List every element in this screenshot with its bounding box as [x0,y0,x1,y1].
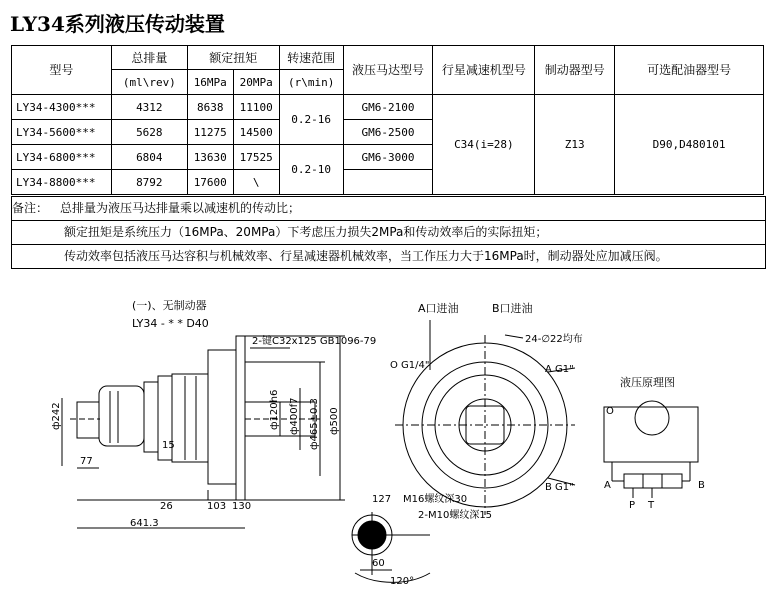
table-row [12,95,764,120]
cell-torque-20: 17525 [233,145,279,170]
header-motor: 液压马达型号 [343,46,433,95]
note-text: 额定扭矩是系统压力（16MPa、20MPa）下考虑压力损失2MPa和传动效率后的实际扭矩； [64,225,548,239]
schematic-a: A [604,480,611,491]
header-torque: 额定扭矩 [187,46,279,70]
dim-127: 127 [372,494,392,505]
header-oil: 可选配油器型号 [615,46,764,95]
holes-note: 24-∅22均布 [525,334,583,345]
note-text: 传动效率包括液压马达容积与机械效率、行星减速器机械效率，当工作压力大于16MPa时，制动器处应加减压阀。 [64,249,668,263]
schematic-b: B [698,480,705,491]
cell-torque-16: 11275 [187,120,233,145]
dim-d120: ф120h6 [269,389,280,430]
cell-displacement: 8792 [111,170,187,195]
technical-drawing [0,290,775,599]
cell-speed-b: 0.2-10 [279,145,343,195]
dim-15: 15 [162,440,175,451]
cell-brake: Z13 [535,95,615,195]
header-model: 型号 [12,46,112,95]
motor-symbol [635,401,669,435]
motor-flange [144,382,158,452]
cell-model: LY34-6800*** [12,145,112,170]
motor-body [99,386,144,446]
motor-cap [77,402,99,438]
cell-torque-20: \ [233,170,279,195]
notes-box [11,196,766,269]
header-speed: 转速范围 [279,46,343,70]
key-note: 2-键C32x125 GB1096-79 [252,336,377,347]
dim-d242: ф242 [51,402,62,430]
spec-table [11,45,764,195]
cell-torque-20: 11100 [233,95,279,120]
cell-speed-a: 0.2-16 [279,95,343,145]
mount-flange [236,336,245,500]
port-o-label: O G1/4" [390,360,430,371]
note-line-2 [12,220,765,244]
cell-torque-16: 8638 [187,95,233,120]
valve-symbol [624,474,682,488]
header-displacement: 总排量 [111,46,187,70]
dim-103: 103 [207,501,227,512]
port-a-label: A G1" [545,364,574,375]
cell-displacement: 4312 [111,95,187,120]
cell-torque-16: 13630 [187,145,233,170]
schematic-t: T [648,500,655,511]
note-line-3 [12,244,765,268]
page-title: LY34系列液压传动装置 [10,12,225,36]
cell-motor: GM6-2500 [343,120,433,145]
header-displacement-unit: (ml\rev) [111,70,187,95]
header-torque-20: 20MPa [233,70,279,95]
cell-motor: GM6-2100 [343,95,433,120]
reducer-mount [208,350,236,484]
angle-120: 120° [390,576,415,587]
dim-d500: ф500 [329,407,340,435]
dim-60: 60 [372,558,385,569]
cell-model: LY34-5600*** [12,120,112,145]
cell-torque-16: 17600 [187,170,233,195]
dim-77: 77 [80,456,93,467]
header-brake: 制动器型号 [535,46,615,95]
port-b-inlet-label: B口进油 [492,302,533,315]
schematic-title: 液压原理图 [620,376,675,389]
reducer-body [172,374,208,462]
cell-displacement: 5628 [111,120,187,145]
header-reducer: 行星减速机型号 [433,46,535,95]
header-speed-unit: (r\min) [279,70,343,95]
section-title: (一)、无制动器 [132,299,207,312]
cell-motor [343,170,433,195]
schematic-o: O [606,406,614,417]
model-code: LY34 - * * D40 [132,317,209,330]
dim-130: 130 [232,501,252,512]
thread-m16: M16螺纹深30 [403,494,468,505]
cell-model: LY34-4300*** [12,95,112,120]
note-line-1 [12,196,765,220]
note-text: 总排量为液压马达排量乘以减速机的传动比； [60,201,301,215]
dim-d465: ф465±0.3 [309,398,320,450]
cell-displacement: 6804 [111,145,187,170]
cell-oil: D90,D480101 [615,95,764,195]
cell-model: LY34-8800*** [12,170,112,195]
port-a-inlet-label: A口进油 [418,302,459,315]
dim-26: 26 [160,501,173,512]
header-torque-16: 16MPa [187,70,233,95]
schematic-p: P [629,500,636,511]
cell-motor: GM6-3000 [343,145,433,170]
notes-label: 备注： [12,201,49,215]
dim-d400: ф400f7 [289,397,300,435]
cell-torque-20: 14500 [233,120,279,145]
dim-641: 641.3 [130,518,159,529]
thread-m10: 2-M10螺纹深15 [418,510,493,521]
cell-reducer: C34(i=28) [433,95,535,195]
port-b-label: B G1" [545,482,574,493]
